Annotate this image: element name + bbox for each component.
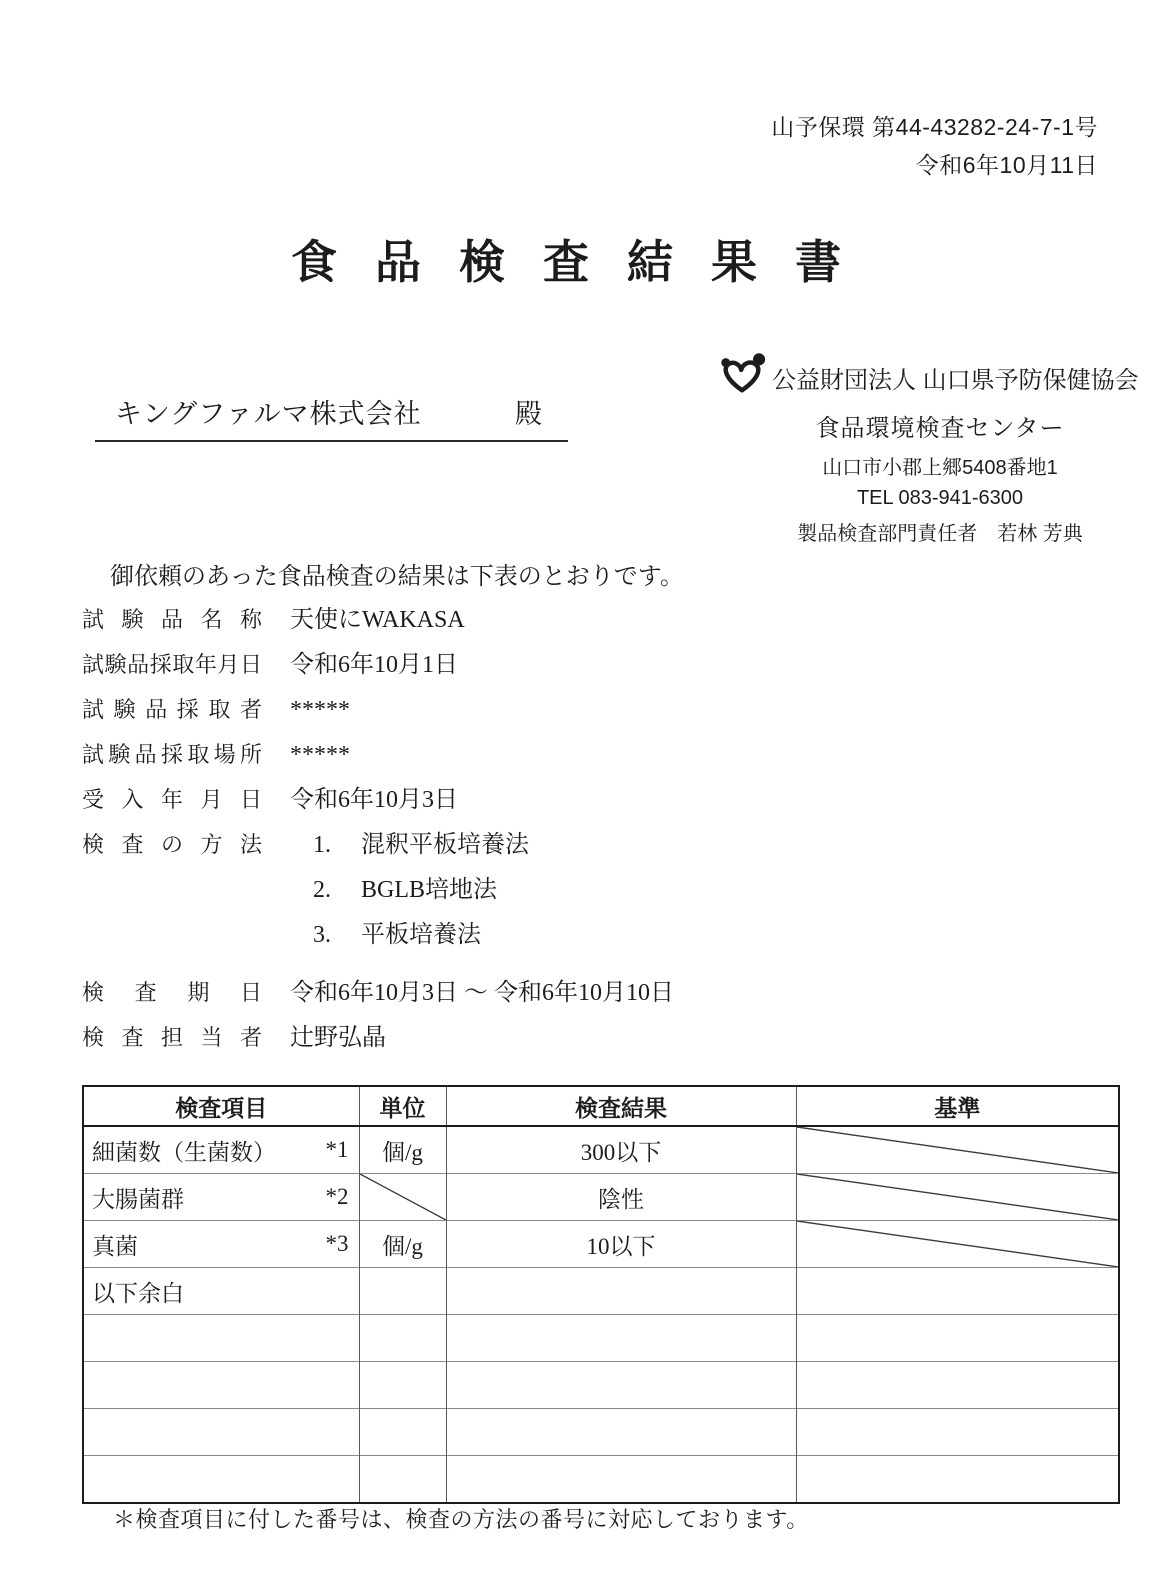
field-sampling-place (82, 739, 1082, 771)
field-label: 試験品採取者 (82, 697, 262, 722)
cell-result (446, 1315, 796, 1362)
cell-result (446, 1362, 796, 1409)
field-label: 検査期日 (82, 980, 262, 1005)
method-item-3 (313, 919, 529, 951)
table-header-row (83, 1086, 1119, 1126)
col-header-standard: 基準 (796, 1086, 1119, 1126)
item-marker: *2 (325, 1184, 349, 1209)
document-date: 令和6年10月11日 (915, 152, 1098, 178)
table-row (83, 1268, 1119, 1315)
method-text: 平板培養法 (361, 922, 481, 948)
cell-unit (359, 1268, 446, 1315)
method-text: 混釈平板培養法 (361, 832, 529, 858)
method-text: BGLB培地法 (361, 877, 498, 903)
cell-item (83, 1409, 359, 1456)
method-number: 3. (313, 922, 331, 948)
addressee-name: キングファルマ株式会社 (115, 399, 422, 429)
field-value: ***** (290, 742, 350, 768)
diagonal-strike-icon (797, 1221, 1119, 1267)
intro-sentence: 御依頼のあった食品検査の結果は下表のとおりです。 (110, 563, 684, 590)
organization-block (716, 352, 1139, 546)
document-number: 山予保環 第44-43282-24-7-1号 (771, 114, 1098, 140)
cell-unit (359, 1174, 446, 1221)
organization-name-line (716, 352, 1139, 403)
cell-item (83, 1174, 359, 1221)
cell-standard (796, 1315, 1119, 1362)
cell-unit (359, 1315, 446, 1362)
method-number: 2. (313, 877, 331, 903)
field-label: 検査の方法 (82, 832, 262, 857)
cell-unit: 個/g (359, 1221, 446, 1268)
field-value: ***** (290, 697, 350, 723)
table-row (83, 1362, 1119, 1409)
table-row (83, 1315, 1119, 1362)
field-value: 天使にWAKASA (290, 607, 465, 633)
field-examiner (82, 1022, 1082, 1054)
field-label: 検査担当者 (82, 1025, 262, 1050)
table-row (83, 1409, 1119, 1456)
method-item-2 (313, 874, 529, 906)
cell-standard (796, 1221, 1119, 1268)
method-list (313, 829, 529, 964)
cell-standard (796, 1456, 1119, 1504)
item-marker: *1 (325, 1137, 349, 1162)
field-label: 試験品名称 (82, 607, 262, 632)
table-row (83, 1221, 1119, 1268)
cell-item (83, 1221, 359, 1268)
col-header-unit: 単位 (359, 1086, 446, 1126)
organization-center-name: 食品環境検査センター (815, 415, 1065, 442)
field-value: 令和6年10月1日 (290, 652, 458, 678)
title-wrap (0, 226, 1170, 292)
field-label: 試験品採取場所 (82, 742, 262, 767)
cell-result: 陰性 (446, 1174, 796, 1221)
table-row (83, 1456, 1119, 1504)
organization-responsible: 製品検査部門責任者 若林 芳典 (797, 523, 1083, 545)
diagonal-strike-icon (360, 1174, 446, 1220)
sample-fields (82, 604, 1082, 1067)
cell-item (83, 1268, 359, 1315)
item-name: 真菌 (92, 1233, 138, 1259)
col-header-result: 検査結果 (446, 1086, 796, 1126)
field-methods (82, 829, 1082, 964)
cell-standard (796, 1268, 1119, 1315)
method-number: 1. (313, 832, 331, 858)
organization-tel: TEL 083-941-6300 (856, 487, 1024, 509)
item-name: 以下余白 (92, 1280, 184, 1306)
col-header-item: 検査項目 (83, 1086, 359, 1126)
addressee-line (95, 392, 568, 442)
diagonal-strike-icon (797, 1174, 1119, 1220)
organization-address: 山口市小郡上郷5408番地1 (822, 457, 1058, 479)
results-table-wrap (82, 1085, 1120, 1504)
cell-unit: 個/g (359, 1126, 446, 1174)
cell-standard (796, 1126, 1119, 1174)
item-name: 大腸菌群 (92, 1186, 184, 1212)
cell-item (83, 1315, 359, 1362)
page-title: 食品検査結果書 (291, 236, 879, 288)
cell-result (446, 1409, 796, 1456)
cell-standard (796, 1362, 1119, 1409)
item-marker: *3 (325, 1231, 349, 1256)
cell-unit (359, 1362, 446, 1409)
diagonal-strike-icon (797, 1127, 1119, 1173)
item-name: 細菌数（生菌数） (92, 1139, 276, 1165)
field-value: 令和6年10月3日 (290, 787, 458, 813)
heart-people-logo-icon (716, 352, 768, 403)
document-header (771, 108, 1098, 184)
cell-item (83, 1456, 359, 1504)
cell-item (83, 1362, 359, 1409)
field-test-period (82, 977, 1082, 1009)
cell-unit (359, 1409, 446, 1456)
field-label: 受入年月日 (82, 787, 262, 812)
cell-result (446, 1456, 796, 1504)
addressee-honorific: 殿 (515, 399, 542, 429)
results-table (82, 1085, 1120, 1504)
field-sampler (82, 694, 1082, 726)
field-value: 令和6年10月3日 ～ 令和6年10月10日 (290, 980, 674, 1006)
method-item-1 (313, 829, 529, 861)
field-receipt-date (82, 784, 1082, 816)
cell-item (83, 1126, 359, 1174)
field-value: 辻野弘晶 (290, 1025, 386, 1051)
field-sample-name (82, 604, 1082, 636)
cell-standard (796, 1409, 1119, 1456)
cell-unit (359, 1456, 446, 1504)
table-row (83, 1174, 1119, 1221)
field-sampling-date (82, 649, 1082, 681)
cell-standard (796, 1174, 1119, 1221)
cell-result: 10以下 (446, 1221, 796, 1268)
cell-result: 300以下 (446, 1126, 796, 1174)
field-label: 試験品採取年月日 (82, 652, 262, 677)
footnote: ＊検査項目に付した番号は、検査の方法の番号に対応しております。 (113, 1507, 809, 1532)
table-row (83, 1126, 1119, 1174)
cell-result (446, 1268, 796, 1315)
organization-name: 公益財団法人 山口県予防保健協会 (772, 367, 1139, 394)
